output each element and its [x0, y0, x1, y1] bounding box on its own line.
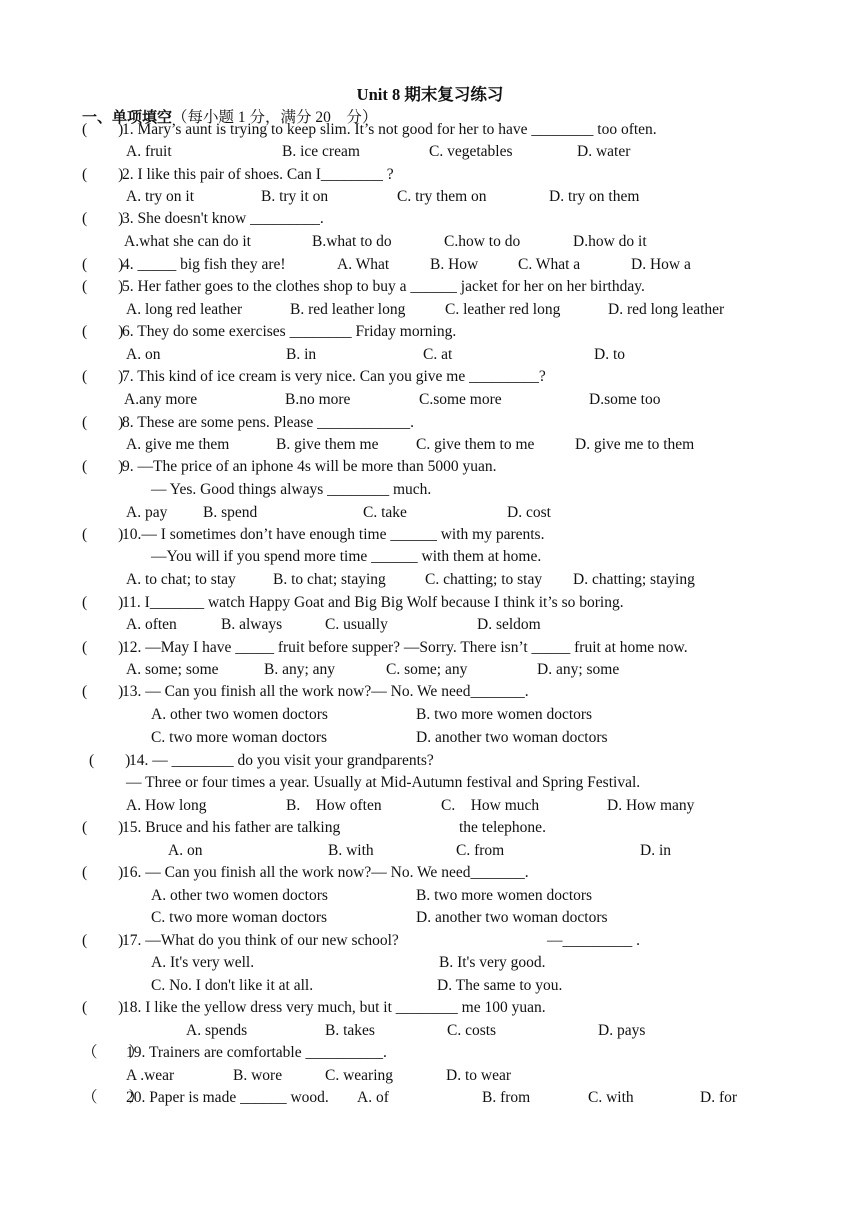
answer-blank: ( ): [82, 526, 124, 543]
answer-option: C.how to do: [444, 233, 521, 250]
answer-option: A. some; some: [126, 661, 219, 678]
answer-option: C. take: [363, 504, 407, 521]
answer-option: A. on: [126, 346, 161, 363]
question-stem: 7. This kind of ice cream is very nice. Can you give me _________?: [122, 368, 546, 385]
answer-option: B. two more women doctors: [416, 887, 593, 904]
answer-option: C. costs: [447, 1022, 497, 1039]
answer-option: B. to chat; staying: [273, 571, 386, 588]
answer-option: C. give them to me: [416, 436, 535, 453]
answer-option: D. water: [577, 143, 631, 160]
question-stem: 11. I_______ watch Happy Goat and Big Big Wolf because I think it’s so boring.: [122, 594, 624, 611]
question-stem: 2. I like this pair of shoes. Can I________ ?: [122, 166, 394, 183]
section-title: 一、单项填空: [82, 108, 173, 126]
answer-option: D. to wear: [446, 1067, 511, 1084]
answer-option: B. with: [328, 842, 374, 859]
question-stem-continued: — Yes. Good things always ________ much.: [151, 481, 432, 498]
question-stem: 1. Mary’s aunt is trying to keep slim. It’s not good for her to have ________ too often.: [122, 121, 657, 138]
answer-option: B. two more women doctors: [416, 706, 593, 723]
answer-blank: ( ): [82, 368, 124, 385]
answer-option: A. spends: [186, 1022, 248, 1039]
answer-option: C. No. I don't like it at all.: [151, 977, 314, 994]
answer-option: C. with: [588, 1089, 634, 1106]
answer-option: C. What a: [518, 256, 581, 273]
question-stem: 19. Trainers are comfortable __________.: [126, 1044, 387, 1061]
answer-option: A.any more: [124, 391, 198, 408]
answer-option: C. wearing: [325, 1067, 394, 1084]
answer-blank: ( ): [82, 210, 124, 227]
question-stem: 18. I like the yellow dress very much, but it ________ me 100 yuan.: [122, 999, 546, 1016]
answer-blank: ( ): [82, 999, 124, 1016]
answer-option: D. to: [594, 346, 625, 363]
answer-option: B.what to do: [312, 233, 392, 250]
question-stem: 6. They do some exercises ________ Friday morning.: [122, 323, 457, 340]
answer-option: C. How much: [441, 797, 540, 814]
answer-blank: ( ): [82, 639, 124, 656]
section-note: （每小题 1 分，满分 20 分）: [172, 109, 378, 126]
answer-option: D.some too: [589, 391, 661, 408]
answer-option: B. How often: [286, 797, 382, 814]
answer-blank: ( ): [82, 414, 124, 431]
answer-option: C. at: [423, 346, 453, 363]
answer-option: B. takes: [325, 1022, 375, 1039]
answer-option: C. leather red long: [445, 301, 561, 318]
answer-option: A. on: [168, 842, 203, 859]
question-stem: 8. These are some pens. Please ____________.: [122, 414, 415, 431]
answer-option: B. from: [482, 1089, 531, 1106]
answer-option: A. long red leather: [126, 301, 243, 318]
answer-option: C. two more woman doctors: [151, 729, 328, 746]
answer-option: A. try on it: [126, 188, 195, 205]
question-stem: 9. —The price of an iphone 4s will be more than 5000 yuan.: [122, 458, 497, 475]
answer-option: C. chatting; to stay: [425, 571, 543, 588]
answer-blank: ( ): [82, 594, 124, 611]
answer-option: B. give them me: [276, 436, 379, 453]
answer-option: A. other two women doctors: [151, 887, 328, 904]
answer-blank: ( ): [82, 819, 124, 836]
question-stem: 16. — Can you finish all the work now?— No. We need_______.: [122, 864, 529, 881]
answer-option: D.how do it: [573, 233, 647, 250]
answer-option: B. in: [286, 346, 317, 363]
answer-option: C. some; any: [386, 661, 468, 678]
question-stem: 5. Her father goes to the clothes shop to buy a ______ jacket for her on her birthday.: [122, 278, 645, 295]
question-stem: 12. —May I have _____ fruit before supper? —Sorry. There isn’t _____ fruit at home now.: [122, 639, 688, 656]
answer-option: B. How: [430, 256, 479, 273]
answer-blank: ( ): [82, 323, 124, 340]
answer-option: D. give me to them: [575, 436, 695, 453]
answer-blank: ( ): [82, 278, 124, 295]
answer-option: D. for: [700, 1089, 738, 1106]
answer-blank: （ ）: [82, 1089, 145, 1106]
answer-option: B. ice cream: [282, 143, 360, 160]
answer-option: C. usually: [325, 616, 388, 633]
answer-blank: ( ): [82, 166, 124, 183]
question-stem: 14. — ________ do you visit your grandparents?: [129, 752, 434, 769]
answer-blank: ( ): [82, 864, 124, 881]
question-stem-tail: the telephone.: [459, 819, 546, 836]
answer-option: D. another two woman doctors: [416, 729, 608, 746]
answer-option: A.what she can do it: [124, 233, 251, 250]
question-stem: 17. —What do you think of our new school?: [122, 932, 399, 949]
question-stem-continued: — Three or four times a year. Usually at Mid-Autumn festival and Spring Festival.: [126, 774, 641, 791]
question-stem: 10.— I sometimes don’t have enough time ______ with my parents.: [122, 526, 545, 543]
question-stem: 13. — Can you finish all the work now?— No. We need_______.: [122, 683, 529, 700]
answer-option: D. chatting; staying: [573, 571, 695, 588]
page-title: Unit 8 期末复习练习: [356, 85, 504, 104]
answer-option: D. How a: [631, 256, 691, 273]
answer-blank: ( ): [82, 683, 124, 700]
answer-option: C. from: [456, 842, 505, 859]
answer-option: B. any; any: [264, 661, 336, 678]
answer-option: D. cost: [507, 504, 551, 521]
question-stem: 20. Paper is made ______ wood.: [126, 1089, 329, 1106]
answer-option: B. It's very good.: [439, 954, 546, 971]
answer-option: A. often: [126, 616, 177, 633]
answer-blank: ( ): [89, 752, 131, 769]
answer-option: C.some more: [419, 391, 502, 408]
answer-option: D. seldom: [477, 616, 541, 633]
answer-blank: ( ): [82, 458, 124, 475]
answer-blank: ( ): [82, 932, 124, 949]
answer-option: A. other two women doctors: [151, 706, 328, 723]
answer-option: A .wear: [126, 1067, 175, 1084]
answer-blank: （ ）: [82, 1044, 145, 1061]
question-stem-tail: —_________ .: [547, 932, 640, 949]
answer-option: B. wore: [233, 1067, 283, 1084]
answer-option: D. another two woman doctors: [416, 909, 608, 926]
answer-option: B. always: [221, 616, 283, 633]
question-stem-continued: —You will if you spend more time ______ with them at home.: [151, 548, 542, 565]
answer-option: A. What: [337, 256, 390, 273]
answer-option: A. It's very well.: [151, 954, 255, 971]
answer-option: A. of: [357, 1089, 389, 1106]
answer-option: C. vegetables: [429, 143, 513, 160]
question-stem: 3. She doesn't know _________.: [122, 210, 324, 227]
question-stem: 15. Bruce and his father are talking: [122, 819, 341, 836]
question-stem: 4. _____ big fish they are!: [122, 256, 286, 273]
answer-option: B. try it on: [261, 188, 329, 205]
answer-option: D. The same to you.: [437, 977, 563, 994]
answer-option: A. fruit: [126, 143, 172, 160]
answer-option: D. How many: [607, 797, 695, 814]
answer-option: D. red long leather: [608, 301, 725, 318]
answer-option: A. How long: [126, 797, 207, 814]
answer-blank: ( ): [82, 121, 124, 138]
answer-option: A. to chat; to stay: [126, 571, 236, 588]
answer-option: A. pay: [126, 504, 168, 521]
answer-option: D. in: [640, 842, 671, 859]
answer-option: A. give me them: [126, 436, 230, 453]
answer-option: D. pays: [598, 1022, 646, 1039]
answer-option: C. try them on: [397, 188, 487, 205]
answer-option: D. any; some: [537, 661, 620, 678]
answer-option: B. red leather long: [290, 301, 406, 318]
answer-option: C. two more woman doctors: [151, 909, 328, 926]
answer-option: D. try on them: [549, 188, 640, 205]
answer-option: B.no more: [285, 391, 351, 408]
answer-option: B. spend: [203, 504, 258, 521]
answer-blank: ( ): [82, 256, 124, 273]
